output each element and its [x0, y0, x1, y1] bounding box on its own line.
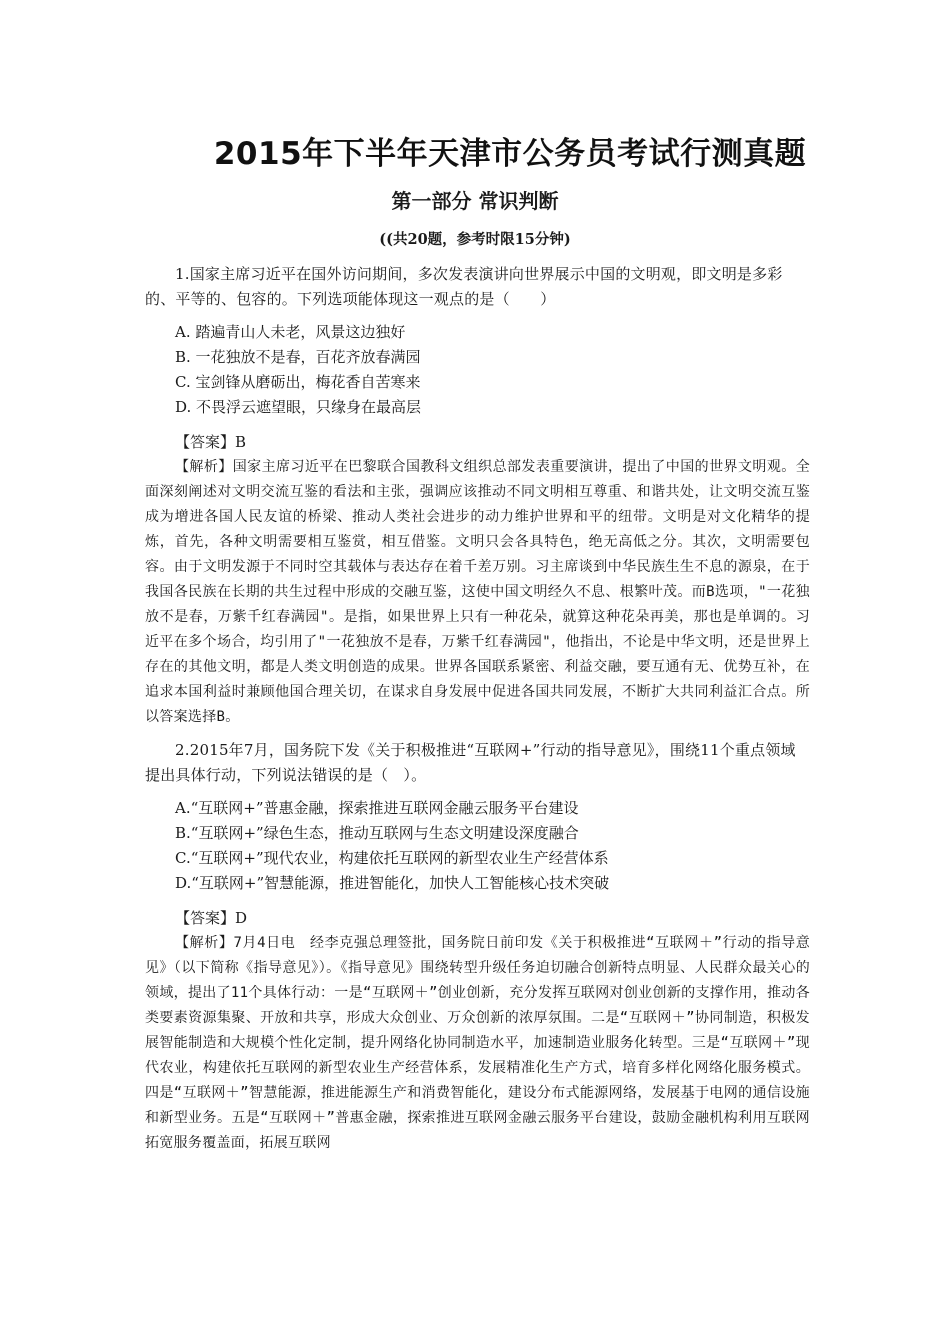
question-1-option-d: D. 不畏浮云遮望眼，只缘身在最高层 [175, 398, 422, 416]
question-1-options [145, 320, 810, 420]
question-2-option-d: D.“互联网+”智慧能源，推进智能化，加快人工智能核心技术突破 [175, 874, 610, 892]
section-note: ((共20题，参考时限15分钟) [379, 231, 571, 248]
question-2-stem: 2.2015年7月，国务院下发《关于积极推进“互联网+”行动的指导意见》，围绕11个重点领域提出具体行动，下列说法错误的是（ ）。 [145, 741, 796, 784]
question-2-explanation: 【解析】7月4日电 经李克强总理签批，国务院日前印发《关于积极推进“互联网＋”行动的指导意见》（以下简称《指导意见》）。《指导意见》围绕转型升级任务迫切融合创新特点明显、人民群众最关心的领域，提出了11个具体行动：一是“互联网＋”创业创新，充分发挥互联网对创业创新的支撑作用，推动各类要素资源集聚、开放和共享，形成大众创业、万众创新的浓厚氛围。二是“互联网＋”协同制造，积极发展智能制造和大规模个性化定制，提升网络化协同制造水平，加速制造业服务化转型。三是“互联网＋”现代农业，构建依托互联网的新型农业生产经营体系，发展精准化生产方式，培育多样化网络化服务模式。四是“互联网＋”智慧能源，推进能源生产和消费智能化，建设分布式能源网络，发展基于电网的通信设施和新型业务。五是“互联网＋”普惠金融，探索推进互联网金融云服务平台建设，鼓励金融机构利用互联网拓宽服务覆盖面，拓展互联网 [145, 935, 810, 1151]
question-2-option-b: B.“互联网+”绿色生态，推动互联网与生态文明建设深度融合 [175, 824, 579, 842]
question-2-options [145, 796, 810, 896]
section-heading: 第一部分 常识判断 [391, 189, 559, 213]
question-2-option-a: A.“互联网+”普惠金融，探索推进互联网金融云服务平台建设 [175, 799, 579, 817]
question-1-answer: 【答案】B [175, 433, 247, 451]
question-2-answer: 【答案】D [175, 909, 248, 927]
question-1-stem: 1.国家主席习近平在国外访问期间，多次发表演讲向世界展示中国的文明观，即文明是多彩的、平等的、包容的。下列选项能体现这一观点的是（ ） [145, 265, 783, 308]
question-1-option-c: C. 宝剑锋从磨砺出，梅花香自苦寒来 [175, 373, 421, 391]
question-1-option-b: B. 一花独放不是春，百花齐放春满园 [175, 348, 421, 366]
page-title: 2015年下半年天津市公务员考试行测真题 [213, 136, 807, 172]
question-2-option-c: C.“互联网+”现代农业，构建依托互联网的新型农业生产经营体系 [175, 849, 609, 867]
question-1-option-a: A. 踏遍青山人未老，风景这边独好 [175, 323, 406, 341]
question-1-explanation: 【解析】国家主席习近平在巴黎联合国教科文组织总部发表重要演讲，提出了中国的世界文明观。全面深刻阐述对文明交流互鉴的看法和主张，强调应该推动不同文明相互尊重、和谐共处，让文明交流互鉴成为增进各国人民友谊的桥梁、推动人类社会进步的动力维护世界和平的纽带。文明是对文化精华的提炼，首先，各种文明需要相互鉴赏，相互借鉴。文明只会各具特色，绝无高低之分。其次，文明需要包容。由于文明发源于不同时空其载体与表达存在着千差万别。习主席谈到中华民族生生不息的源泉，在于我国各民族在长期的共生过程中形成的交融互鉴，这使中国文明经久不息、根繁叶茂。而B选项，"一花独放不是春，万紫千红春满园"。是指，如果世界上只有一种花朵，就算这种花朵再美，那也是单调的。习近平在多个场合，均引用了"一花独放不是春，万紫千红春满园"，他指出，不论是中华文明，还是世界上存在的其他文明，都是人类文明创造的成果。世界各国联系紧密、利益交融，要互通有无、优势互补，在追求本国利益时兼顾他国合理关切，在谋求自身发展中促进各国共同发展，不断扩大共同利益汇合点。所以答案选择B。 [145, 459, 810, 725]
content-body [145, 262, 810, 1164]
